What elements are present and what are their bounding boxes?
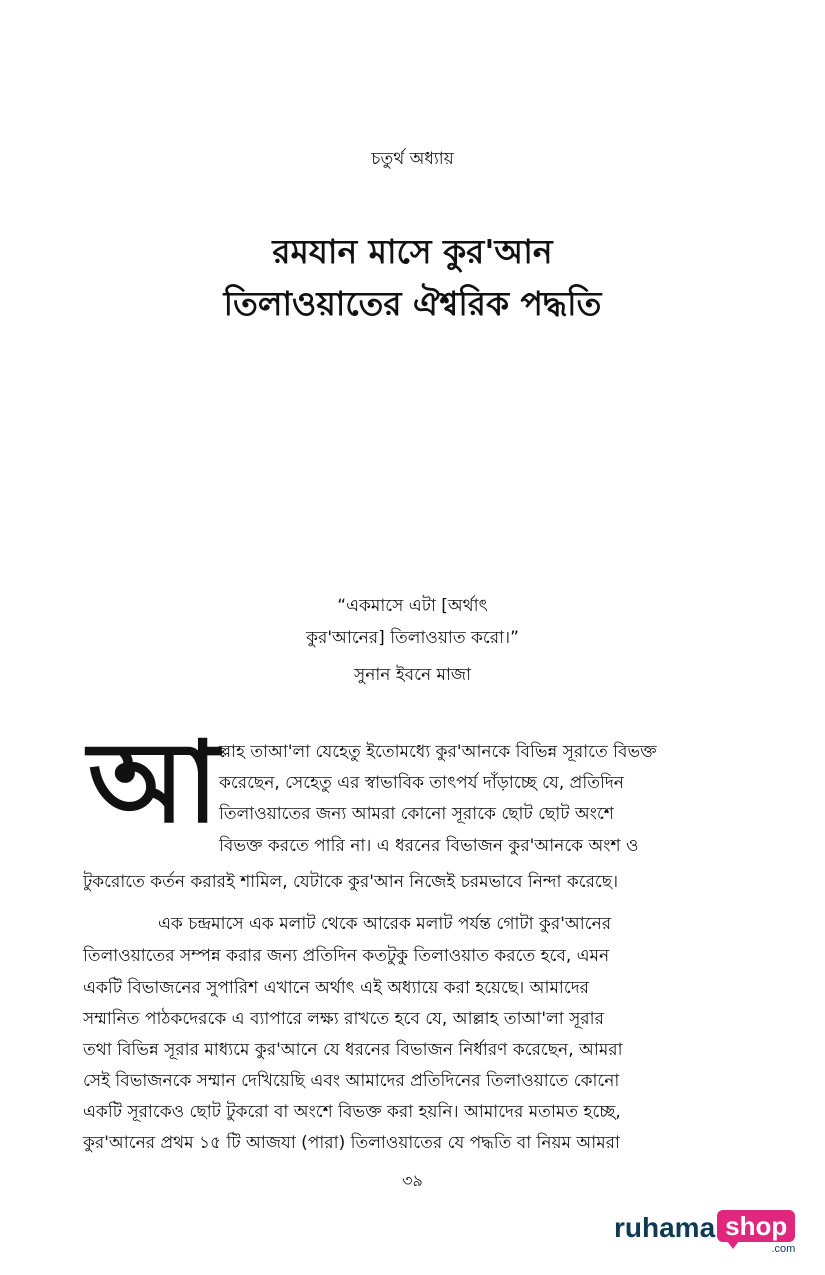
chapter-label: চতুর্থ অধ্যায় — [371, 149, 454, 169]
brand-domain: .com — [771, 1243, 796, 1255]
body-line-10: তথা বিভিন্ন সূরার মাধ্যমে কুর'আনে যে ধরনের বিভাজন নির্ধারণ করেছেন, আমরা — [83, 1040, 623, 1060]
body-line-7: তিলাওয়াতের সম্পন্ন করার জন্য প্রতিদিন কতটুকু তিলাওয়াত করতে হবে, এমন — [83, 946, 610, 966]
page-number: ৩৯ — [402, 1171, 423, 1190]
body-line-11: সেই বিভাজনকে সম্মান দেখিয়েছি এবং আমাদের প্রতিদিনের তিলাওয়াতে কোনো — [83, 1071, 620, 1091]
body-line-9: সম্মানিত পাঠকদেরকে এ ব্যাপারে লক্ষ্য রাখতে হবে যে, আল্লাহ তাআ'লা সূরার — [83, 1009, 604, 1029]
body-line-6: এক চন্দ্রমাসে এক মলাট থেকে আরেক মলাট পর্যন্ত গোটা কুর'আনের — [158, 914, 612, 934]
body-line-8: একটি বিভাজনের সুপারিশ এখানে অর্থাৎ এই অধ্যায়ে করা হয়েছে। আমাদের — [83, 978, 589, 998]
body-line-1: ল্লাহ তাআ'লা যেহেতু ইতোমধ্যে কুর'আনকে বিভিন্ন সূরাতে বিভক্ত — [219, 742, 657, 762]
brand-shop-badge — [717, 1210, 796, 1255]
quote-line-1: “একমাসে এটা [অর্থাৎ — [337, 596, 488, 616]
brand-shop-label: shop — [717, 1210, 795, 1242]
brand-name: ruhama — [614, 1212, 716, 1243]
chapter-title-line-1: রমযান মাসে কুর'আন — [272, 232, 553, 271]
brand-logo — [614, 1210, 796, 1255]
body-line-5: টুকরোতে কর্তন করারই শামিল, যেটাকে কুর'আন নিজেই চরমভাবে নিন্দা করেছে। — [83, 872, 619, 892]
body-line-12: একটি সূরাকেও ছোট টুকরো বা অংশে বিভক্ত করা হয়নি। আমাদের মতামত হচ্ছে, — [83, 1102, 621, 1122]
chapter-title — [0, 226, 825, 330]
body-line-13: কুর'আনের প্রথম ১৫ টি আজযা (পারা) তিলাওয়াতের যে পদ্ধতি বা নিয়ম আমরা — [83, 1133, 620, 1153]
body-line-2: করেছেন, সেহেতু এর স্বাভাবিক তাৎপর্য দাঁড়াচ্ছে যে, প্রতিদিন — [219, 773, 624, 793]
body-line-3: তিলাওয়াতের জন্য আমরা কোনো সূরাকে ছোট ছোট অংশে — [219, 804, 614, 824]
quote-line-2: কুর'আনের] তিলাওয়াত করো।” — [306, 628, 519, 648]
drop-cap: আ — [88, 717, 219, 848]
chapter-title-line-2: তিলাওয়াতের ঐশ্বরিক পদ্ধতি — [223, 284, 602, 323]
epigraph-quote — [0, 590, 825, 654]
speech-bubble-tail-icon — [727, 1241, 739, 1249]
quote-source: সুনান ইবনে মাজা — [353, 665, 472, 685]
body-line-4: বিভক্ত করতে পারি না। এ ধরনের বিভাজন কুর'আনকে অংশ ও — [219, 836, 639, 856]
